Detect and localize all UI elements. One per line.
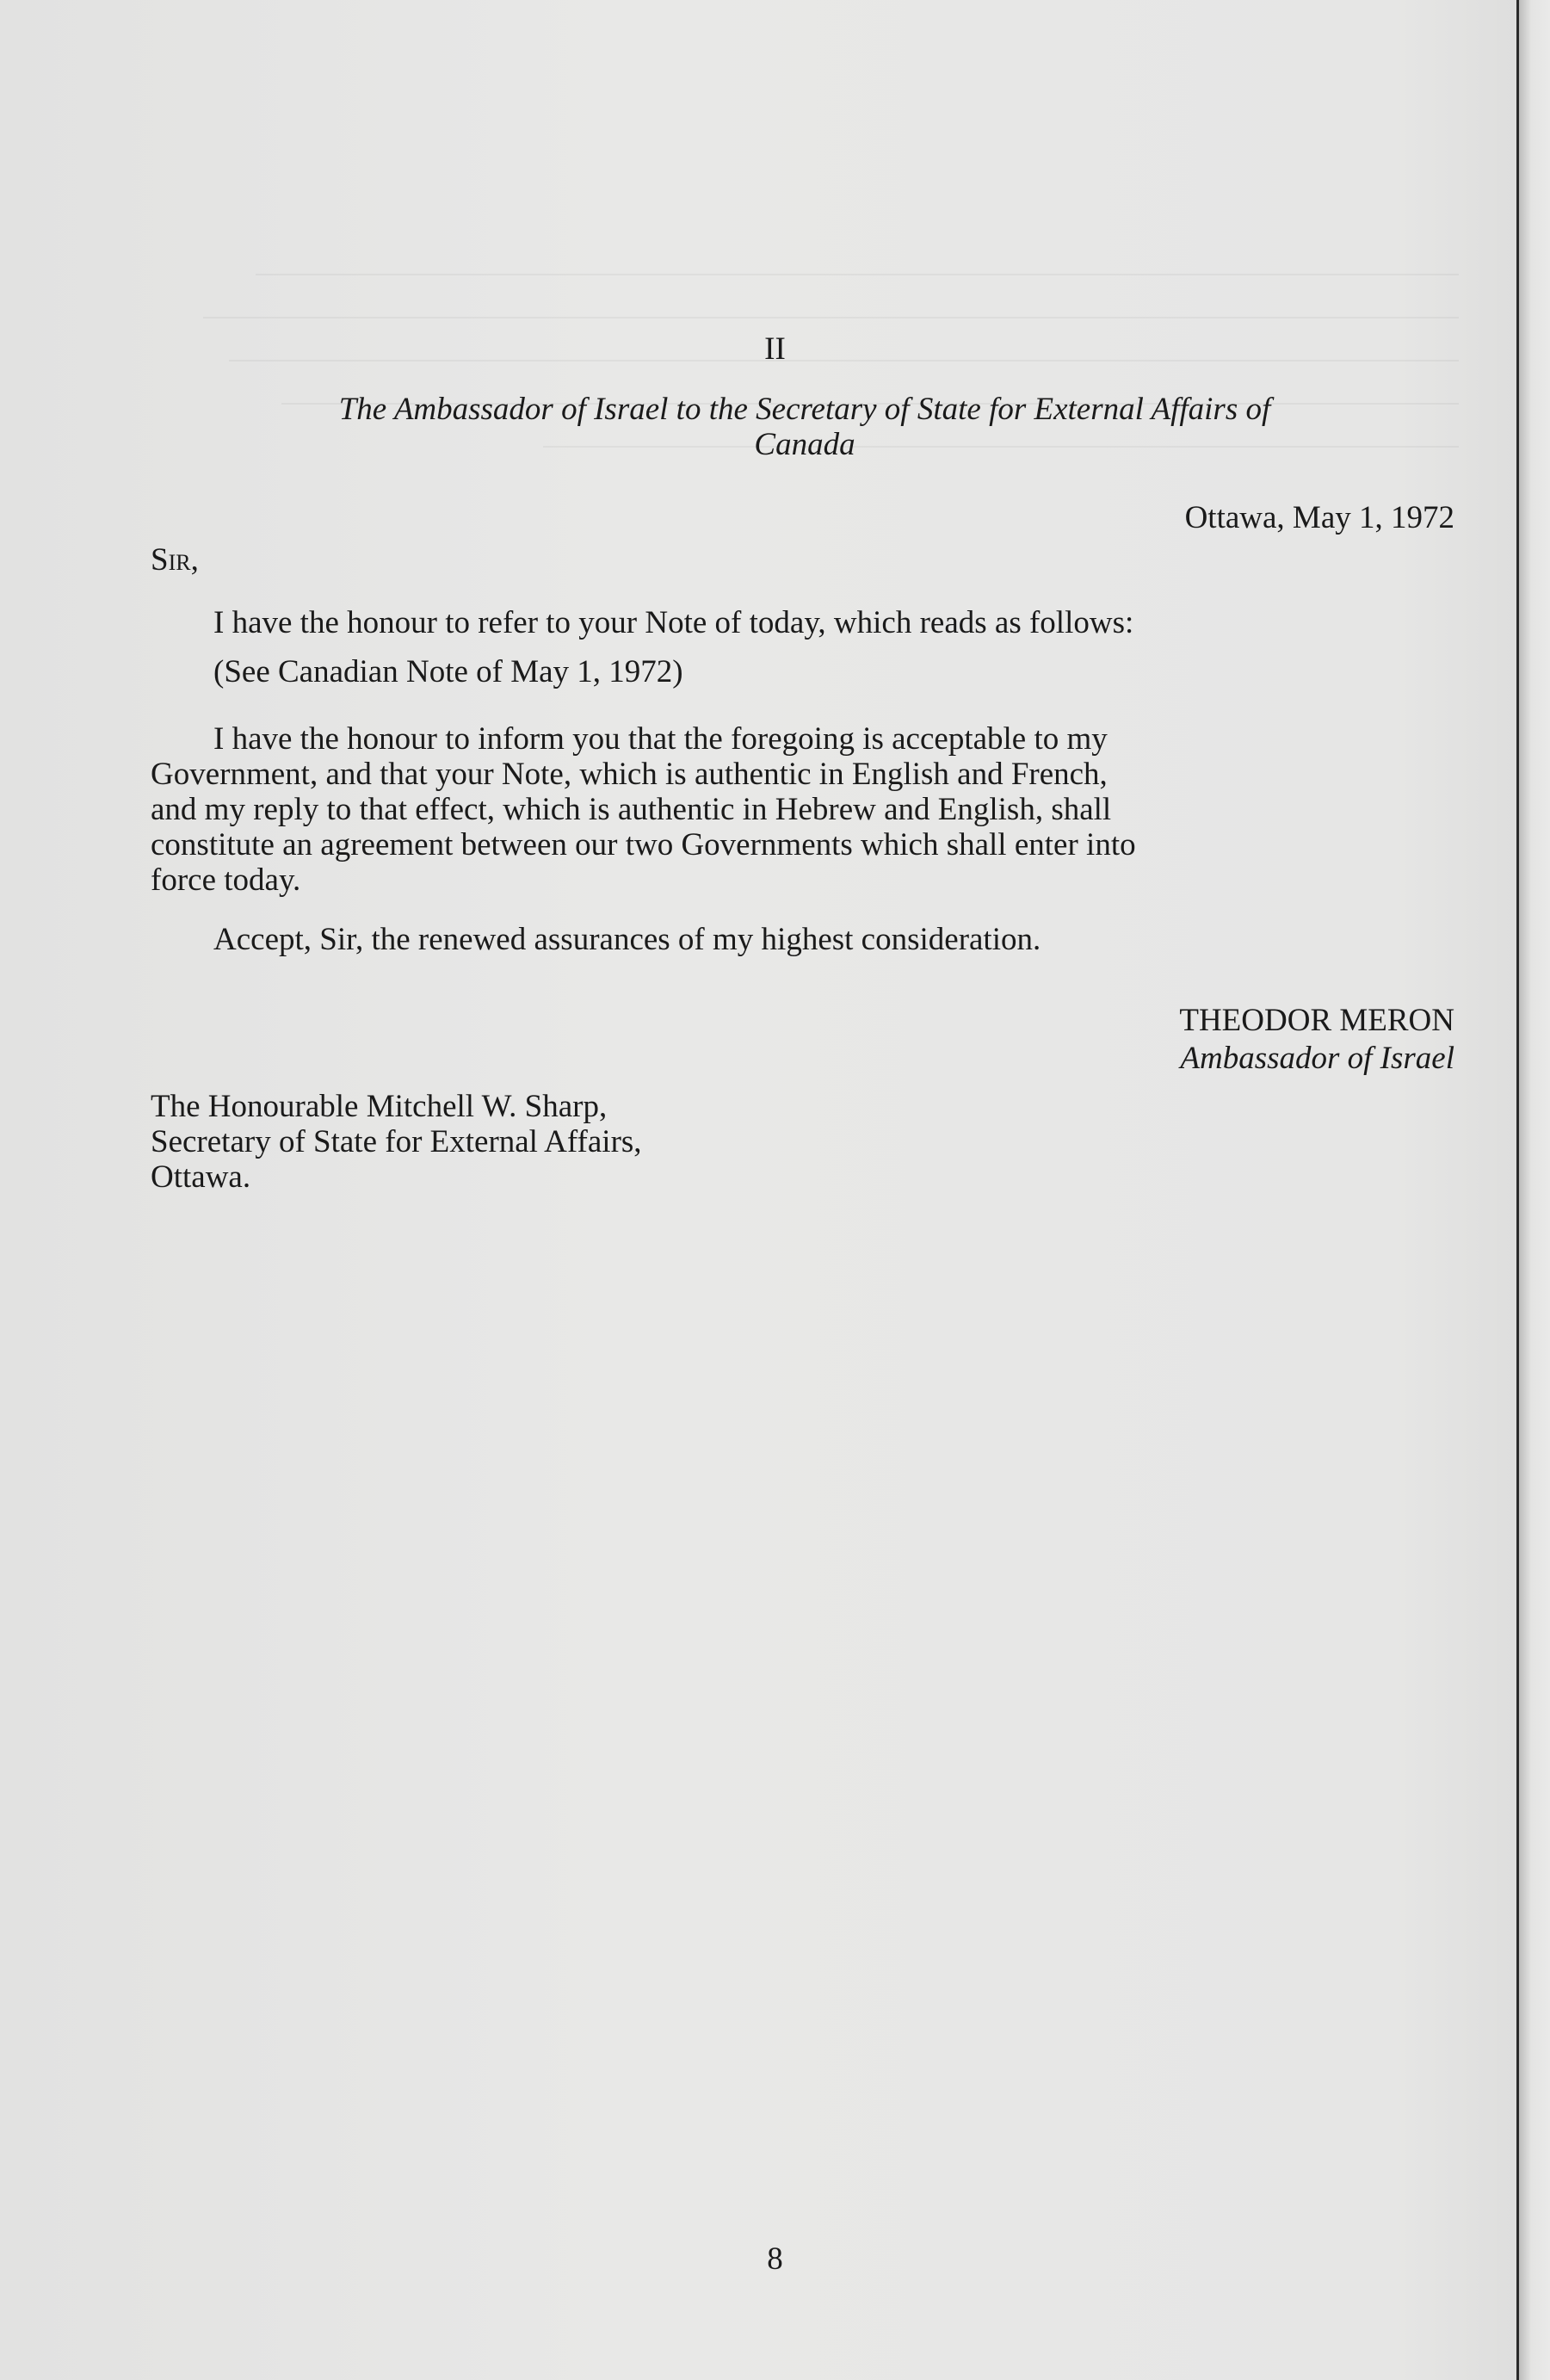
paragraph-3 — [151, 721, 1459, 898]
binding-shadow — [1519, 0, 1550, 2380]
paragraph-4 — [151, 922, 1459, 957]
letter-date: Ottawa, May 1, 1972 — [1184, 500, 1454, 535]
paragraph-3-line-1: I have the honour to inform you that the foregoing is acceptable to my — [213, 721, 1108, 757]
section-number: II — [764, 331, 786, 367]
paragraph-3-line-4: constitute an agreement between our two Governments which shall enter into — [151, 827, 1136, 862]
paragraph-3-line-2: Government, and that your Note, which is authentic in English and French, — [151, 757, 1108, 792]
signature-name: THEODOR MERON — [1179, 1003, 1454, 1038]
paragraph-1-line: I have the honour to refer to your Note of today, which reads as follows: — [213, 605, 1134, 640]
addressee-line-2: Secretary of State for External Affairs, — [151, 1124, 642, 1159]
paragraph-3-line-5: force today. — [151, 862, 301, 898]
paragraph-4-line: Accept, Sir, the renewed assurances of my highest consideration. — [213, 922, 1041, 957]
letter-heading — [151, 392, 1459, 462]
addressee-line-1: The Honourable Mitchell W. Sharp, — [151, 1089, 608, 1124]
page-edge-line — [1516, 0, 1519, 2380]
salutation: Sir, — [151, 542, 199, 578]
heading-line-2: Canada — [754, 427, 855, 462]
signature-title: Ambassador of Israel — [1180, 1041, 1454, 1076]
addressee-block — [151, 1089, 642, 1195]
paragraph-2-line: (See Canadian Note of May 1, 1972) — [213, 654, 683, 689]
paragraph-3-line-3: and my reply to that effect, which is authentic in Hebrew and English, shall — [151, 792, 1112, 827]
addressee-line-3: Ottawa. — [151, 1159, 251, 1195]
heading-line-1: The Ambassador of Israel to the Secretary of State for External Affairs of — [338, 392, 1271, 427]
show-through-texture — [151, 232, 1459, 525]
paragraph-2 — [151, 654, 1459, 689]
page-number: 8 — [767, 2241, 783, 2277]
paragraph-1 — [151, 605, 1459, 640]
